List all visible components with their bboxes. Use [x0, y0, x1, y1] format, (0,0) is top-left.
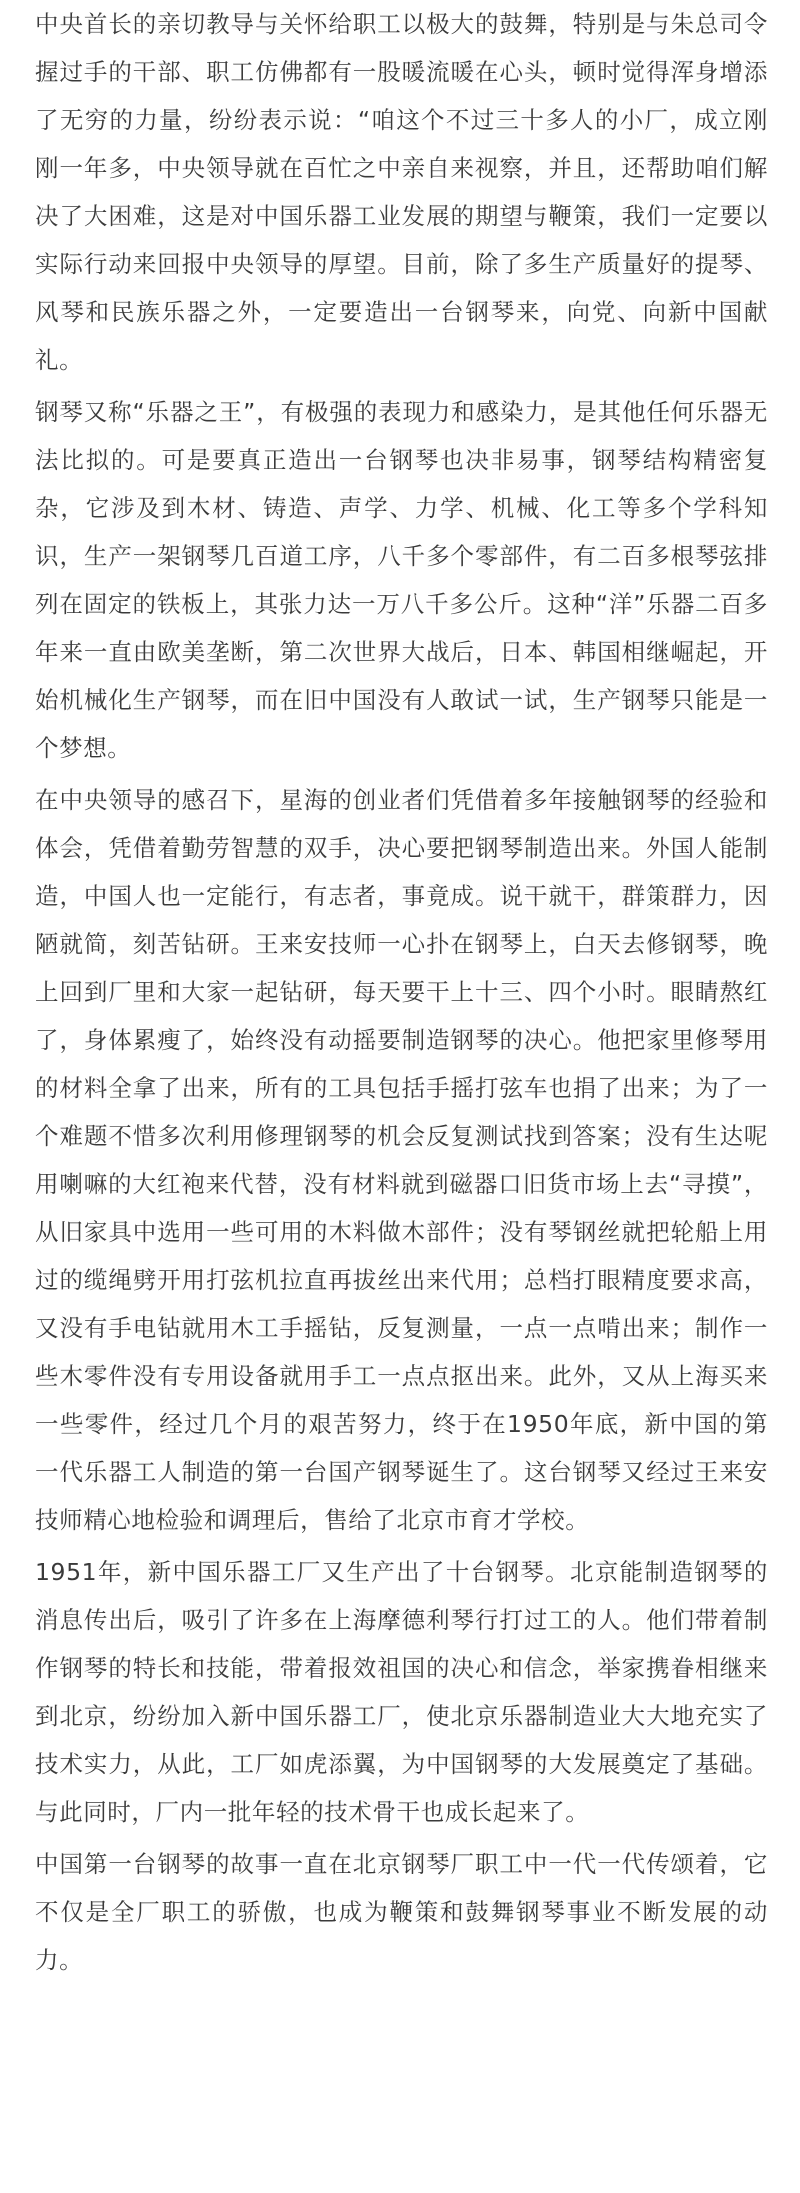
- paragraph: 在中央领导的感召下，星海的创业者们凭借着多年接触钢琴的经验和体会，凭借着勤劳智慧的双手，决心要把钢琴制造出来。外国人能制造，中国人也一定能行，有志者，事竟成。说干就干，群策群力，因陋就简，刻苦钻研。王来安技师一心扑在钢琴上，白天去修钢琴，晚上回到厂里和大家一起钻研，每天要干上十三、四个小时。眼睛熬红了，身体累瘦了，始终没有动摇要制造钢琴的决心。他把家里修琴用的材料全拿了出来，所有的工具包括手摇打弦车也捐了出来；为了一个难题不惜多次利用修理钢琴的机会反复测试找到答案；没有生达呢用喇嘛的大红袍来代替，没有材料就到磁器口旧货市场上去“寻摸”，从旧家具中选用一些可用的木料做木部件；没有琴钢丝就把轮船上用过的缆绳劈开用打弦机拉直再拔丝出来代用；总档打眼精度要求高，又没有手电钻就用木工手摇钻，反复测量，一点一点啃出来；制作一些木零件没有专用设备就用手工一点点抠出来。此外，又从上海买来一些零件，经过几个月的艰苦努力，终于在1950年底，新中国的第一代乐器工人制造的第一台国产钢琴诞生了。这台钢琴又经过王来安技师精心地检验和调理后，售给了北京市育才学校。: [35, 786, 768, 1534]
- paragraph: 钢琴又称“乐器之王”，有极强的表现力和感染力，是其他任何乐器无法比拟的。可是要真正造出一台钢琴也决非易事，钢琴结构精密复杂，它涉及到木材、铸造、声学、力学、机械、化工等多个学科知识，生产一架钢琴几百道工序，八千多个零部件，有二百多根琴弦排列在固定的铁板上，其张力达一万八千多公斤。这种“洋”乐器二百多年来一直由欧美垄断，第二次世界大战后，日本、韩国相继崛起，开始机械化生产钢琴，而在旧中国没有人敢试一试，生产钢琴只能是一个梦想。: [35, 398, 768, 762]
- paragraph: 1951年，新中国乐器工厂又生产出了十台钢琴。北京能制造钢琴的消息传出后，吸引了许多在上海摩德利琴行打过工的人。他们带着制作钢琴的特长和技能，带着报效祖国的决心和信念，举家携眷相继来到北京，纷纷加入新中国乐器工厂，使北京乐器制造业大大地充实了技术实力，从此，工厂如虎添翼，为中国钢琴的大发展奠定了基础。与此同时，厂内一批年轻的技术骨干也成长起来了。: [35, 1558, 768, 1826]
- paragraph: 中央首长的亲切教导与关怀给职工以极大的鼓舞，特别是与朱总司令握过手的干部、职工仿佛都有一股暖流暖在心头，顿时觉得浑身增添了无穷的力量，纷纷表示说：“咱这个不过三十多人的小厂，成立刚刚一年多，中央领导就在百忙之中亲自来视察，并且，还帮助咱们解决了大困难，这是对中国乐器工业发展的期望与鞭策，我们一定要以实际行动来回报中央领导的厚望。目前，除了多生产质量好的提琴、风琴和民族乐器之外，一定要造出一台钢琴来，向党、向新中国献礼。: [35, 10, 768, 374]
- paragraph: 中国第一台钢琴的故事一直在北京钢琴厂职工中一代一代传颂着，它不仅是全厂职工的骄傲，也成为鞭策和鼓舞钢琴事业不断发展的动力。: [35, 1850, 768, 1974]
